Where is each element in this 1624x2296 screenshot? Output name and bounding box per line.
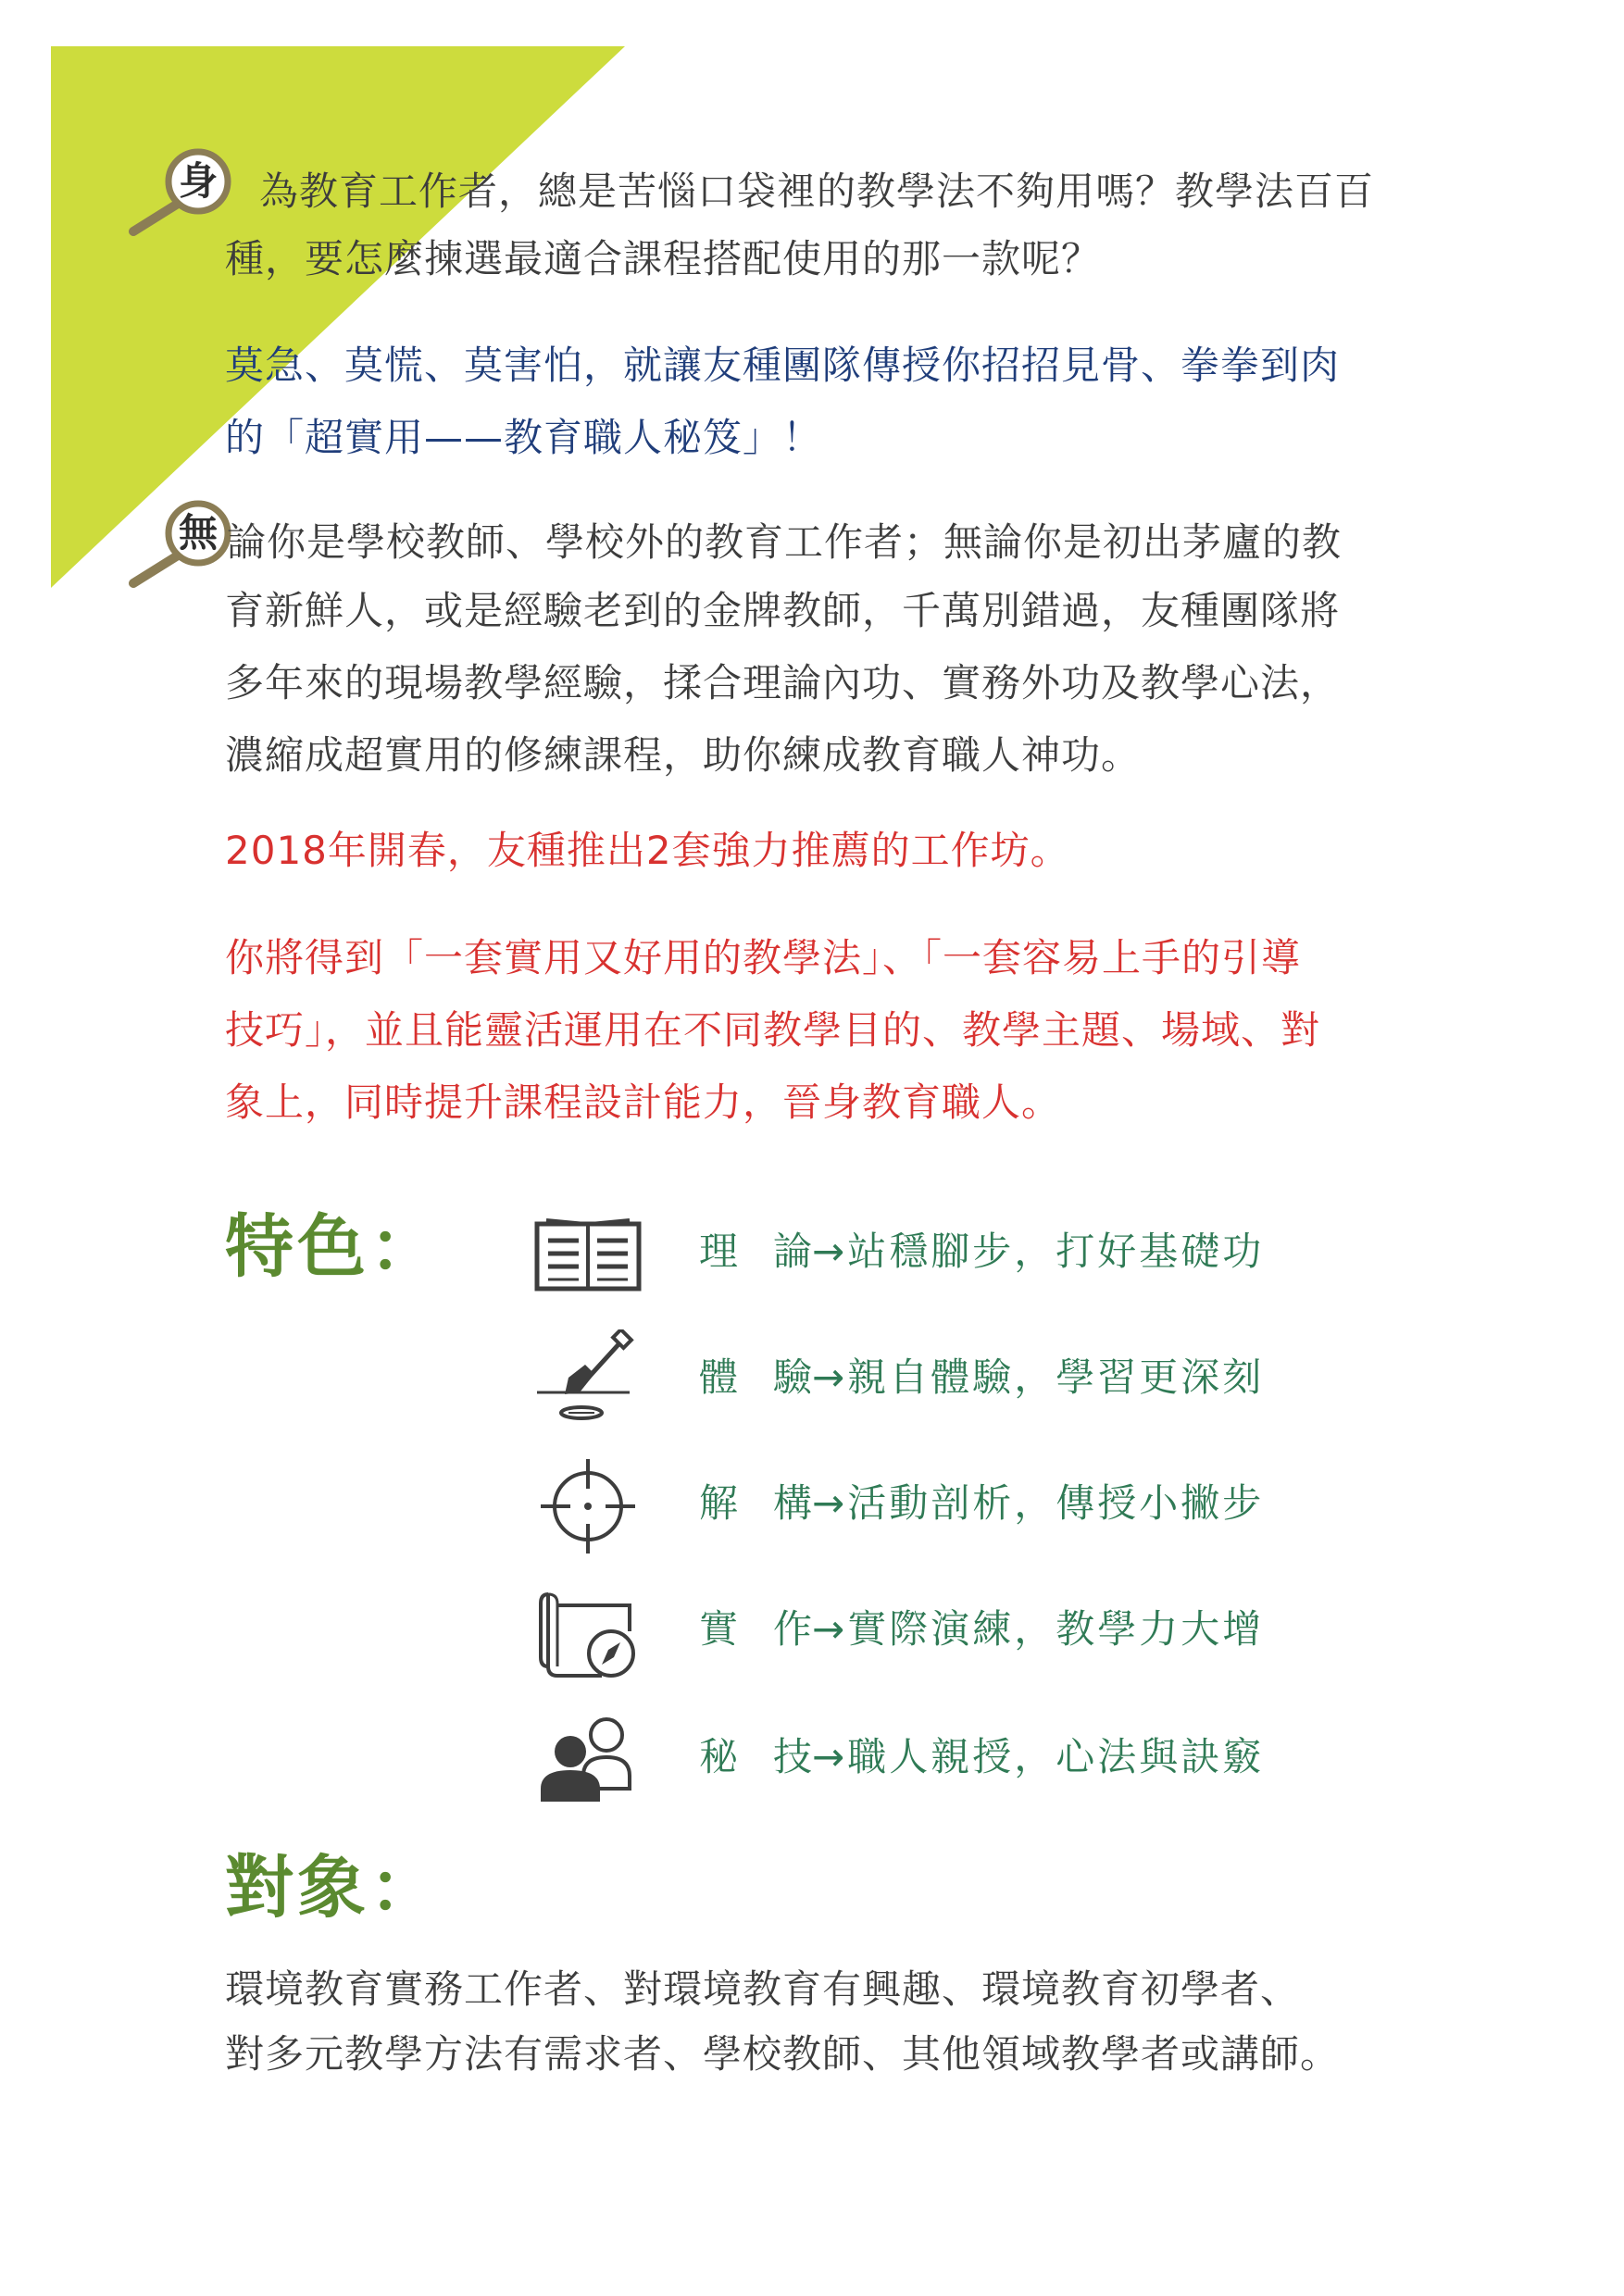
intro-paragraph-5 [225, 922, 1466, 1139]
intro-paragraph-3-cont [225, 575, 1466, 792]
feature-name-b: 作 [773, 1606, 813, 1652]
intro-paragraph-4 [225, 815, 1466, 887]
feature-name-a: 體 [699, 1354, 739, 1400]
paragraph-line: 育新鮮人，或是經驗老到的金牌教師，千萬別錯過，友種團隊將 [225, 588, 1341, 633]
feature-text [699, 1476, 1264, 1531]
dropcap-character: 無 [178, 510, 218, 555]
feature-item-practice [528, 1581, 1454, 1683]
dropcap-character: 身 [178, 158, 218, 204]
users-icon [528, 1709, 648, 1811]
feature-name-b: 論 [773, 1229, 813, 1274]
paragraph-line: 論你是學校教師、學校外的教育工作者；無論你是初出茅廬的教 [227, 519, 1343, 565]
magnifier-dropcap-2 [120, 498, 241, 600]
paragraph-line: 種，要怎麼揀選最適合課程搭配使用的那一款呢？ [225, 236, 1102, 281]
feature-description: →站穩腳步，打好基礎功 [812, 1229, 1265, 1274]
feature-name-b: 構 [773, 1480, 813, 1526]
feature-name-a: 實 [699, 1606, 739, 1652]
feature-name-a: 理 [699, 1229, 739, 1274]
crosshair-icon [528, 1455, 648, 1557]
paragraph-line: 的「超實用——教育職人秘笈」！ [225, 415, 823, 460]
feature-name-b: 技 [773, 1734, 813, 1779]
paragraph-line: 2018年開春，友種推出2套強力推薦的工作坊。 [225, 828, 1070, 873]
paragraph-line: 技巧」，並且能靈活運用在不同教學目的、教學主題、場域、對 [225, 1007, 1321, 1053]
book-icon [528, 1204, 648, 1305]
feature-item-theory [528, 1204, 1454, 1305]
magnifier-dropcap-1 [120, 146, 241, 248]
intro-paragraph-1 [259, 156, 1500, 228]
feature-item-secret-skill [528, 1709, 1454, 1811]
intro-paragraph-1-cont [225, 223, 1466, 295]
paragraph-line: 對多元教學方法有需求者、學校教師、其他領域教學者或講師。 [225, 2031, 1341, 2077]
intro-paragraph-2 [225, 330, 1466, 474]
feature-name-a: 解 [699, 1480, 739, 1526]
feature-text [699, 1224, 1264, 1279]
audience-heading: 對象： [225, 1848, 442, 1928]
audience-paragraph [225, 1957, 1466, 2087]
feature-description: →實際演練，教學力大增 [812, 1606, 1265, 1652]
paragraph-line: 你將得到「一套實用又好用的教學法」、「一套容易上手的引導 [225, 935, 1302, 980]
map-compass-icon [528, 1581, 648, 1683]
paragraph-line: 濃縮成超實用的修練課程，助你練成教育職人神功。 [225, 732, 1142, 778]
features-heading: 特色： [225, 1207, 442, 1287]
paragraph-line: 莫急、莫慌、莫害怕，就讓友種團隊傳授你招招見骨、拳拳到肉 [225, 343, 1341, 388]
paragraph-line: 環境教育實務工作者、對環境教育有興趣、環境教育初學者、 [225, 1966, 1301, 2012]
feature-description: →親自體驗，學習更深刻 [812, 1354, 1265, 1400]
feature-text [699, 1602, 1264, 1657]
paragraph-line: 象上，同時提升課程設計能力，晉身教育職人。 [225, 1079, 1062, 1125]
feature-description: →職人親授，心法與訣竅 [812, 1734, 1265, 1779]
feature-text [699, 1729, 1264, 1785]
feature-item-deconstruct [528, 1455, 1454, 1557]
feature-name-b: 驗 [773, 1354, 813, 1400]
shovel-icon [528, 1329, 648, 1431]
feature-description: →活動剖析，傳授小撇步 [812, 1480, 1265, 1526]
paragraph-line: 為教育工作者，總是苦惱口袋裡的教學法不夠用嗎？教學法百百 [259, 168, 1375, 214]
feature-item-experience [528, 1329, 1454, 1431]
paragraph-line: 多年來的現場教學經驗，揉合理論內功、實務外功及教學心法， [225, 660, 1341, 705]
intro-paragraph-3 [227, 506, 1468, 579]
feature-name-a: 秘 [699, 1734, 739, 1779]
feature-text [699, 1350, 1264, 1405]
